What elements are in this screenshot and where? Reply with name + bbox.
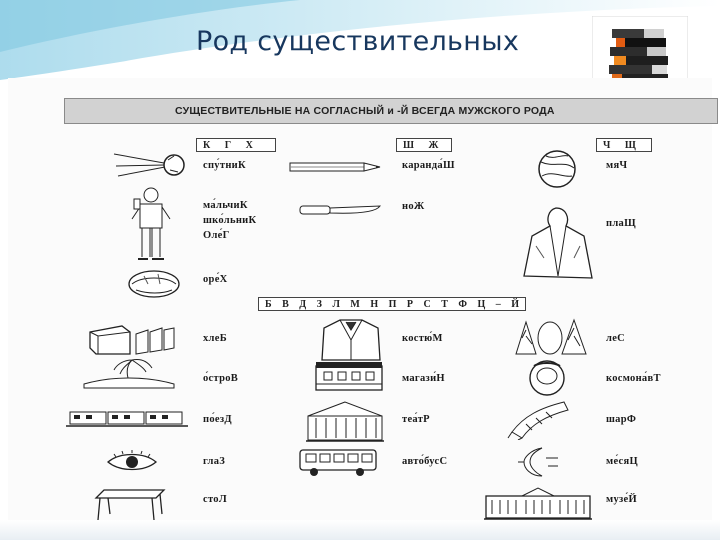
word-glaz: глаЗ xyxy=(203,456,226,467)
moon-picture xyxy=(516,446,562,478)
word-muzey: музе́Й xyxy=(606,494,637,505)
word-magazin: магази́Н xyxy=(402,373,445,384)
word-sputnik: спу́тниК xyxy=(203,160,246,171)
word-mesyats: ме́сяЦ xyxy=(606,456,638,467)
raincoat-picture xyxy=(522,206,596,282)
word-orekh: оре́Х xyxy=(203,274,228,285)
train-picture xyxy=(66,406,190,430)
bus-picture xyxy=(298,446,380,478)
pencil-picture xyxy=(286,160,382,174)
forest-picture xyxy=(512,318,592,358)
slide-title: Род существительных xyxy=(196,26,520,57)
word-ostrov: о́строВ xyxy=(203,373,239,384)
scarf-picture xyxy=(506,398,572,440)
word-karandash: каранда́Ш xyxy=(402,160,455,171)
walnut-picture xyxy=(126,266,182,300)
word-nozh: ноЖ xyxy=(402,201,425,212)
word-khleb: хлеБ xyxy=(203,333,227,344)
word-oleg: Оле́Г xyxy=(203,230,230,241)
word-kostyum: костю́М xyxy=(402,333,443,344)
word-les: леС xyxy=(606,333,626,344)
shop-picture xyxy=(312,360,386,392)
word-myach: мяЧ xyxy=(606,160,628,171)
satellite-picture xyxy=(112,150,188,180)
boy-picture xyxy=(128,185,174,263)
island-picture xyxy=(82,358,176,392)
word-stol: стоЛ xyxy=(203,494,227,505)
table-heading: СУЩЕСТВИТЕЛЬНЫЕ НА СОГЛАСНЫЙ и -Й ВСЕГДА МУЖСКОГО РОДА xyxy=(64,98,718,124)
word-sharf: шарФ xyxy=(606,414,637,425)
eye-picture xyxy=(106,450,158,474)
bread-picture xyxy=(86,322,178,356)
table-picture xyxy=(94,486,168,522)
letters-other-consonants: Б В Д З Л М Н П Р С Т Ф Ц – Й xyxy=(258,297,526,311)
museum-picture xyxy=(482,486,594,522)
letters-k-g-h: К Г Х xyxy=(196,138,276,152)
astronaut-picture xyxy=(522,358,572,398)
word-kosmonavt: космона́вТ xyxy=(606,373,661,384)
letters-sh-zh: Ш Ж xyxy=(396,138,452,152)
word-plashch: плаЩ xyxy=(606,218,636,229)
knife-picture xyxy=(298,202,384,218)
theatre-picture xyxy=(304,400,386,444)
word-teatr: теа́тР xyxy=(402,414,430,425)
ball-picture xyxy=(536,148,578,190)
suit-picture xyxy=(320,318,382,362)
word-avtobus: авто́бусС xyxy=(402,456,448,467)
word-poezd: по́езД xyxy=(203,414,232,425)
bottom-fade xyxy=(0,520,720,540)
letters-ch-shch: Ч Щ xyxy=(596,138,652,152)
word-shkolnik: шко́льниК xyxy=(203,215,257,226)
word-malchik: ма́льчиК xyxy=(203,200,248,211)
